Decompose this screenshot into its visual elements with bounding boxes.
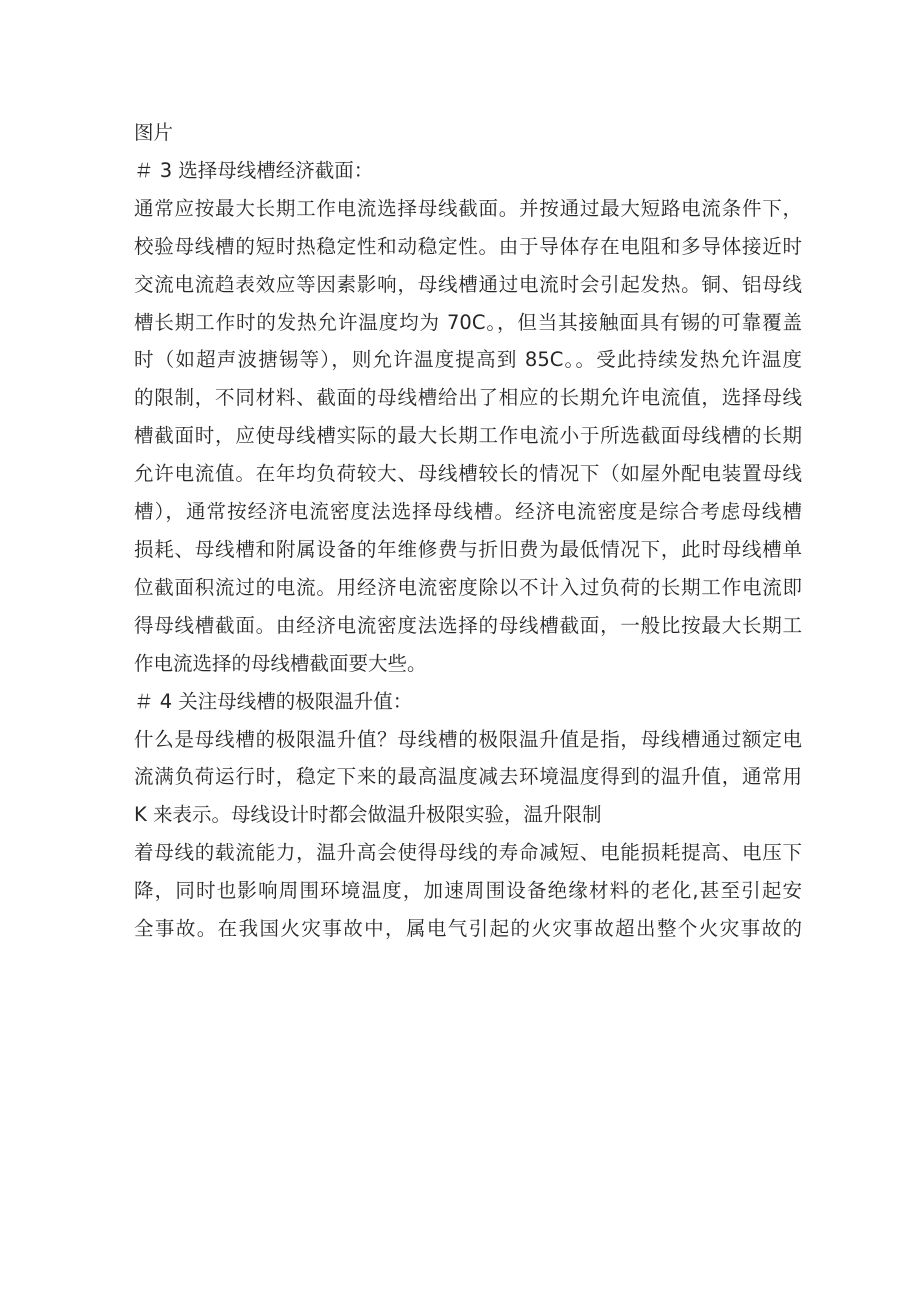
text-line: ＃ 3 选择母线槽经济截面： (134, 158, 374, 182)
text-line: 槽），通常按经济电流密度法选择母线槽。经济电流密度是综合考虑母线槽 (134, 500, 802, 524)
text-line: 允许电流值。在年均负荷较大、母线槽较长的情况下（如屋外配电装置母线 (134, 462, 802, 486)
text-line: 通常应按最大长期工作电流选择母线截面。并按通过最大短路电流条件下， (134, 196, 802, 220)
text-line: 损耗、母线槽和附属设备的年维修费与折旧费为最低情况下，此时母线槽单 (134, 537, 802, 561)
text-line: 槽长期工作时的发热允许温度均为 70C。，但当其接触面具有锡的可靠覆盖 (134, 310, 802, 334)
text-line: 图片 (134, 121, 174, 144)
text-line: 得母线槽截面。由经济电流密度法选择的母线槽截面，一般比按最大长期工 (134, 613, 802, 637)
text-line: 位截面积流过的电流。用经济电流密度除以不计入过负荷的长期工作电流即 (134, 575, 802, 599)
text-line: 作电流选择的母线槽截面要大些。 (134, 651, 427, 675)
text-line: 槽截面时，应使母线槽实际的最大长期工作电流小于所选截面母线槽的长期 (134, 424, 802, 448)
text-line: K 来表示。母线设计时都会做温升极限实验，温升限制 (134, 803, 602, 827)
text-line: 时（如超声波搪锡等），则允许温度提高到 85C。。受此持续发热允许温度 (134, 348, 802, 372)
text-line: 降，同时也影响周围环境温度，加速周围设备绝缘材料的老化,甚至引起安 (134, 879, 802, 903)
text-line: 什么是母线槽的极限温升值？母线槽的极限温升值是指，母线槽通过额定电 (134, 727, 802, 751)
text-line: 着母线的载流能力，温升高会使得母线的寿命减短、电能损耗提高、电压下 (134, 841, 802, 865)
text-line: 全事故。在我国火灾事故中，属电气引起的火灾事故超出整个火灾事故的 (134, 917, 802, 941)
text-line: 流满负荷运行时，稳定下来的最高温度减去环境温度得到的温升值，通常用 (134, 765, 802, 789)
text-line: ＃ 4 关注母线槽的极限温升值： (134, 689, 413, 713)
text-line: 的限制，不同材料、截面的母线槽给出了相应的长期允许电流值，选择母线 (134, 386, 802, 410)
body-text (134, 114, 802, 948)
text-line: 交流电流趋表效应等因素影响，母线槽通过电流时会引起发热。铜、铝母线 (134, 272, 802, 296)
text-line: 校验母线槽的短时热稳定性和动稳定性。由于导体存在电阻和多导体接近时 (134, 234, 802, 258)
